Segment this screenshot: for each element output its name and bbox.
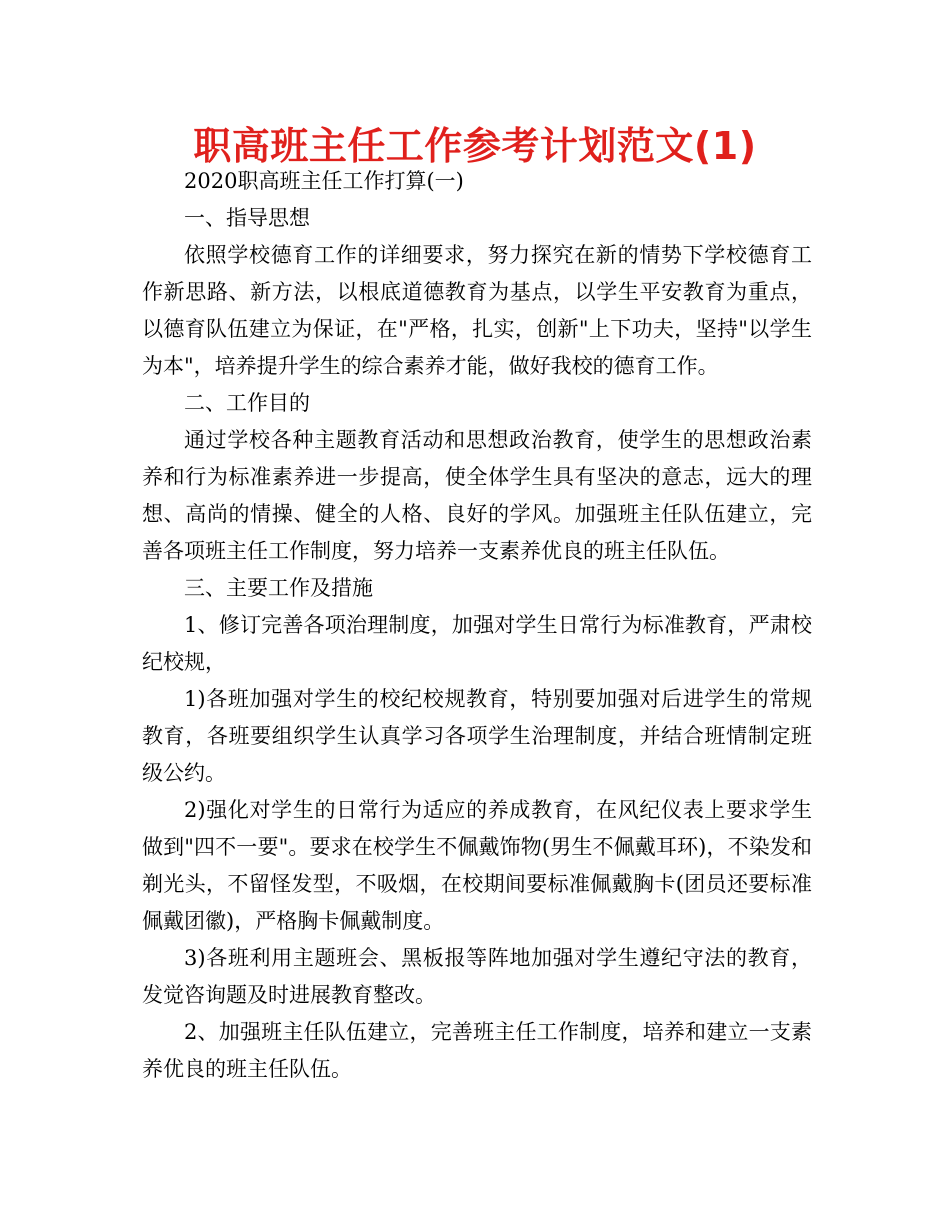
item1-1-paragraph: 1)各班加强对学生的校纪校规教育，特别要加强对后进学生的常规教育，各班要组织学生认真学习各项学生治理制度，并结合班情制定班级公约。 bbox=[142, 687, 812, 785]
section3-heading: 三、主要工作及措施 bbox=[184, 576, 373, 600]
item1-2-paragraph: 2)强化对学生的日常行为适应的养成教育，在风纪仪表上要求学生做到"四不一要"。要求在校学生不佩戴饰物(男生不佩戴耳环)，不染发和剃光头，不留怪发型，不吸烟，在校期间要标准佩戴胸卡(团员还要标准佩戴团徽)，严格胸卡佩戴制度。 bbox=[142, 798, 812, 933]
section2-heading: 二、工作目的 bbox=[184, 391, 310, 415]
item1-3-paragraph: 3)各班利用主题班会、黑板报等阵地加强对学生遵纪守法的教育，发觉咨询题及时进展教育整改。 bbox=[142, 946, 812, 1007]
document-body bbox=[142, 163, 812, 1088]
document-subtitle: 2020职高班主任工作打算(一) bbox=[184, 169, 464, 193]
item2-paragraph: 2、加强班主任队伍建立，完善班主任工作制度，培养和建立一支素养优良的班主任队伍。 bbox=[142, 1020, 812, 1081]
section2-paragraph: 通过学校各种主题教育活动和思想政治教育，使学生的思想政治素养和行为标准素养进一步提高，使全体学生具有坚决的意志，远大的理想、高尚的情操、健全的人格、良好的学风。加强班主任队伍建立，完善各项班主任工作制度，努力培养一支素养优良的班主任队伍。 bbox=[142, 428, 812, 563]
section1-paragraph: 依照学校德育工作的详细要求，努力探究在新的情势下学校德育工作新思路、新方法，以根底道德教育为基点，以学生平安教育为重点，以德育队伍建立为保证，在"严格，扎实，创新"上下功夫，坚持"以学生为本"，培养提升学生的综合素养才能，做好我校的德育工作。 bbox=[142, 243, 812, 378]
section1-heading: 一、指导思想 bbox=[184, 206, 310, 230]
document-title: 职高班主任工作参考计划范文(1) bbox=[193, 124, 757, 168]
item1-paragraph: 1、修订完善各项治理制度，加强对学生日常行为标准教育，严肃校纪校规， bbox=[142, 613, 812, 674]
